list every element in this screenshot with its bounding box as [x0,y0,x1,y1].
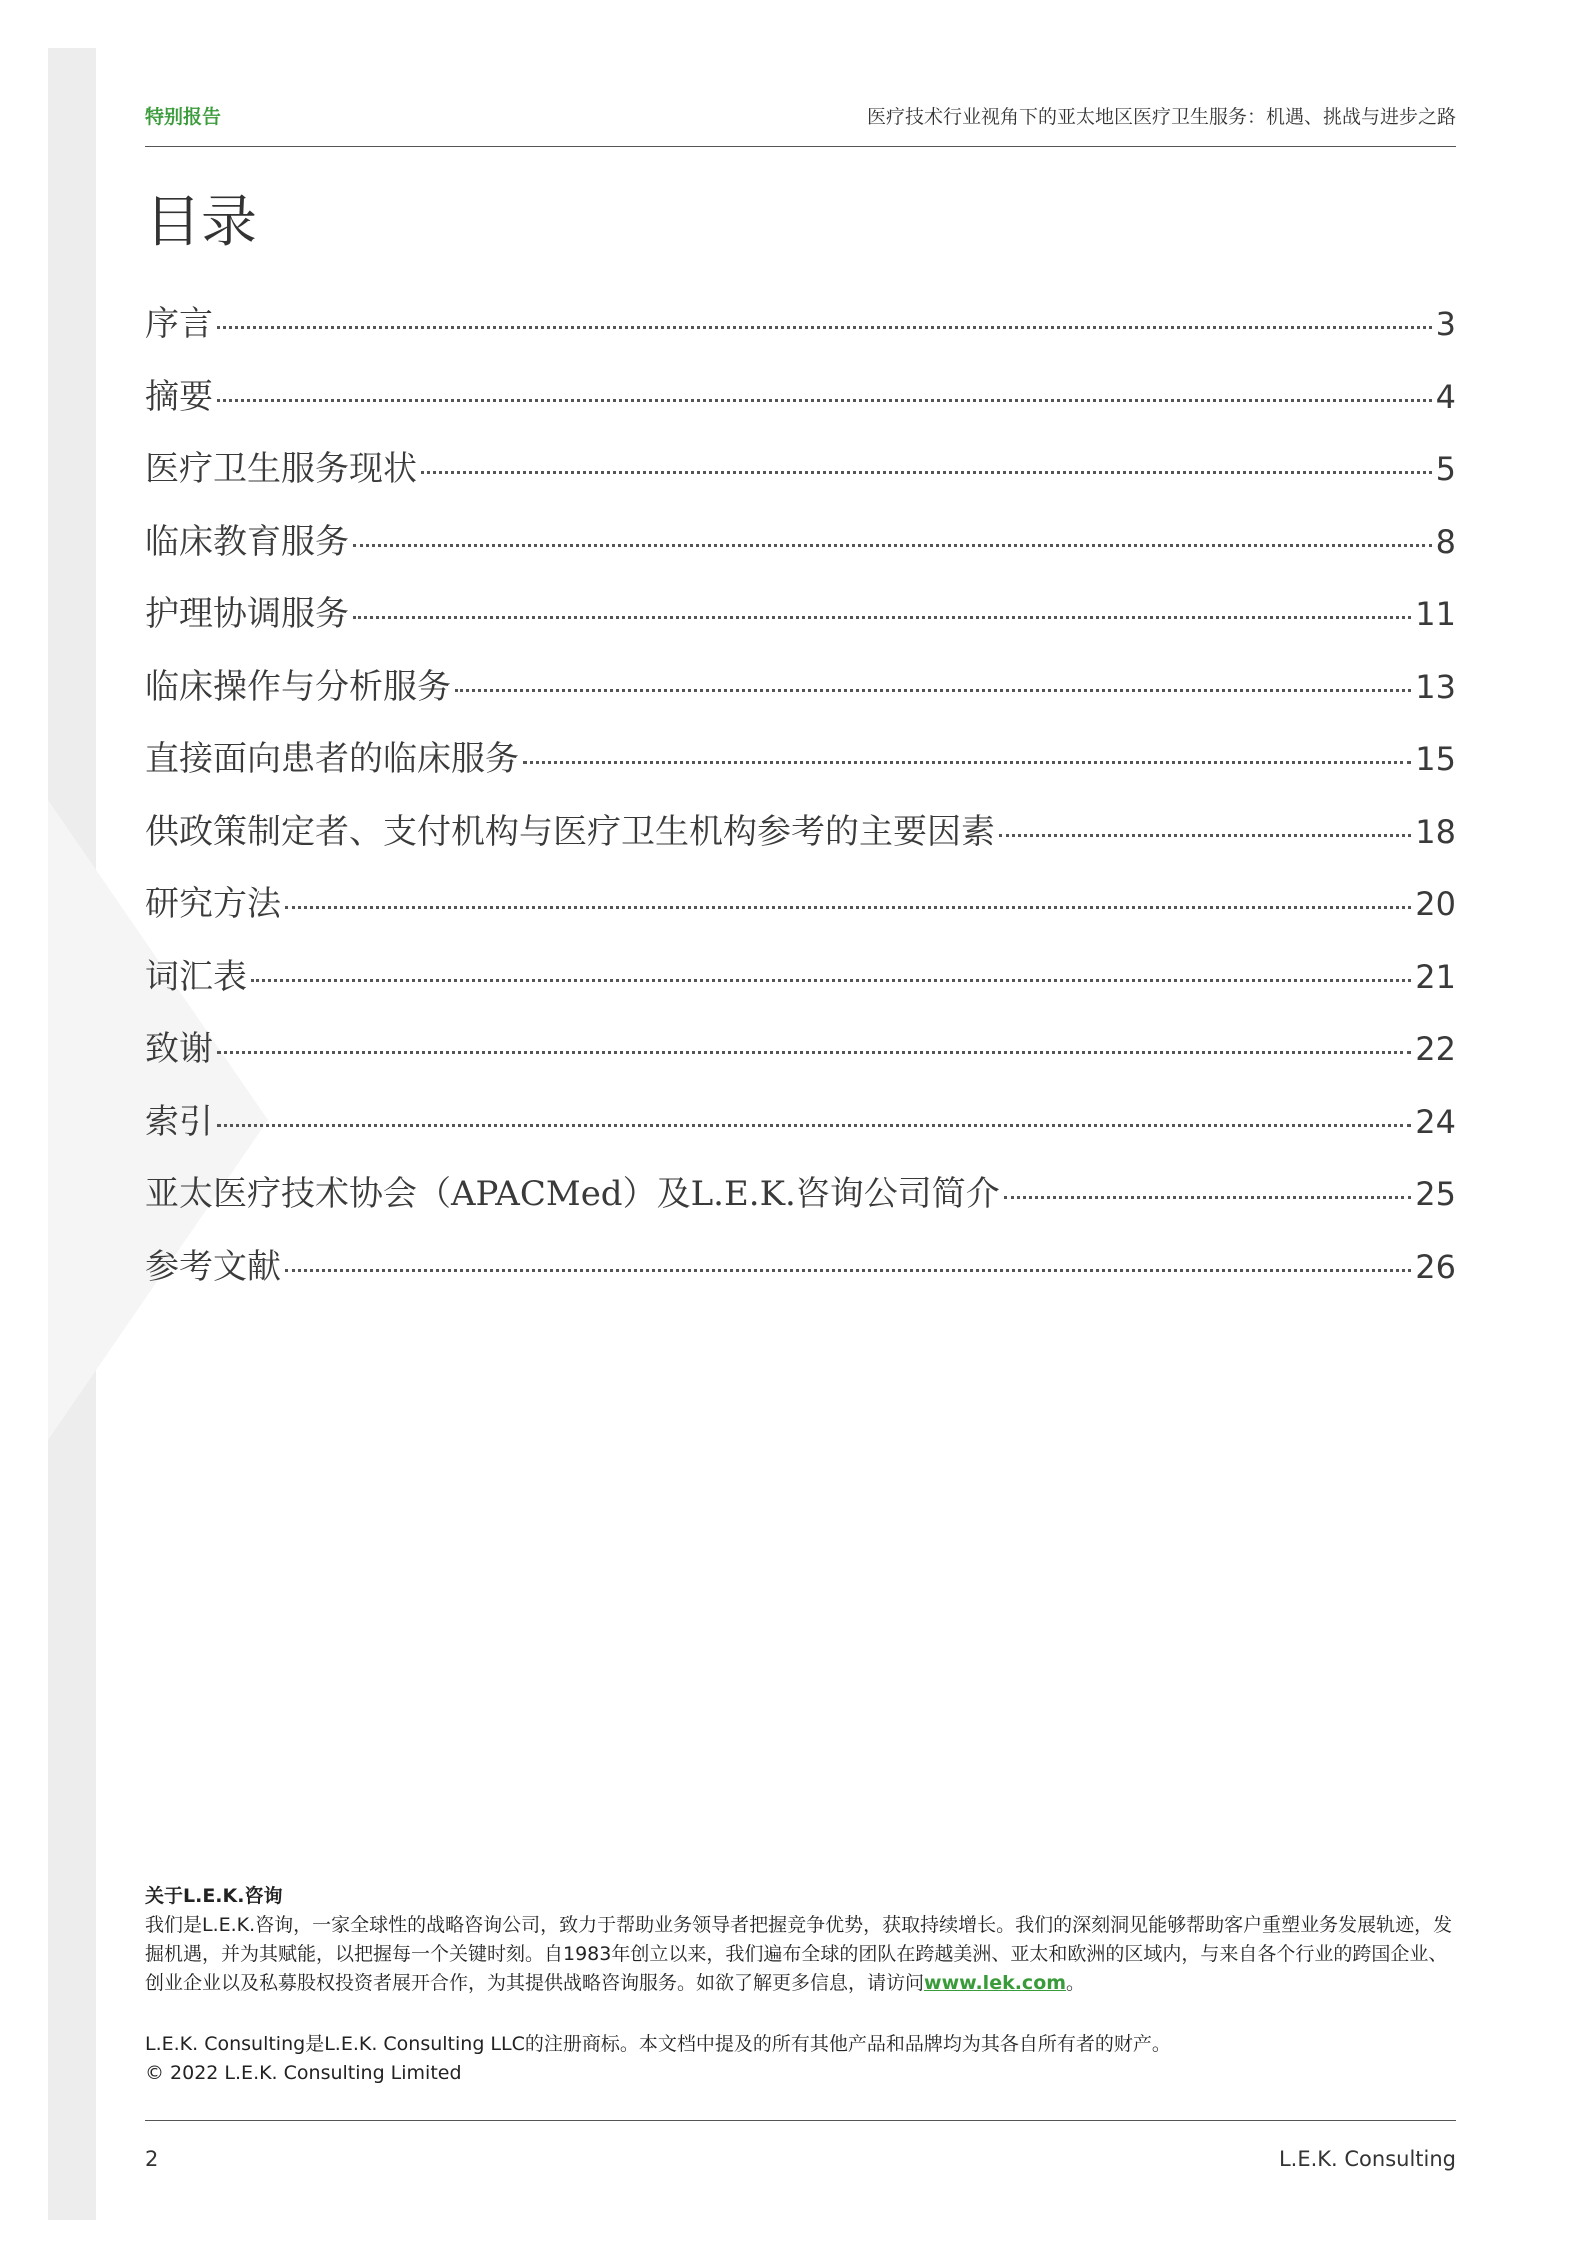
page-number: 2 [145,2147,159,2171]
toc-entry-page: 4 [1435,377,1456,416]
about-text: 我们是L.E.K.咨询，一家全球性的战略咨询公司，致力于帮助业务领导者把握竞争优势，获取持续增长。我们的深刻洞见能够帮助客户重塑业务发展轨迹，发掘机遇，并为其赋能，以把握每一个关键时刻。自1983年创立以来，我们遍布全球的团队在跨越美洲、亚太和欧洲的区域内，与来自各个行业的跨国企业、创业企业以及私募股权投资者展开合作，为其提供战略咨询服务。如欲了解更多信息，请访问 [145,1914,1453,1994]
toc-entry-label: 摘要 [145,376,213,417]
toc-entry-label: 词汇表 [145,956,247,997]
toc-entry-page: 15 [1415,740,1456,778]
table-of-contents [145,296,1456,1311]
toc-entry-label: 临床操作与分析服务 [145,666,451,707]
toc-entry[interactable] [145,804,1456,877]
report-title: 医疗技术行业视角下的亚太地区医疗卫生服务：机遇、挑战与进步之路 [866,106,1456,128]
toc-entry[interactable] [145,1094,1456,1167]
toc-entry[interactable] [145,296,1456,369]
dot-leader [217,326,1432,329]
toc-entry[interactable] [145,514,1456,587]
toc-entry-page: 20 [1415,885,1456,923]
page-header [145,96,1456,147]
toc-entry-label: 致谢 [145,1029,213,1069]
toc-entry-label: 亚太医疗技术协会（APACMed）及L.E.K.咨询公司简介 [145,1174,1000,1214]
toc-entry-label: 护理协调服务 [145,594,349,634]
toc-entry-page: 25 [1415,1175,1456,1213]
toc-entry-page: 21 [1415,957,1456,996]
about-section [145,1882,1456,1998]
dot-leader [285,906,1411,909]
about-title: 关于L.E.K.咨询 [145,1885,283,1907]
dot-leader [353,616,1411,619]
about-link-suffix: 。 [1066,1972,1086,1994]
toc-entry-page: 22 [1415,1030,1456,1068]
page-title: 目录 [145,190,257,255]
footer-company: L.E.K. Consulting [1278,2147,1456,2171]
dot-leader [999,834,1411,837]
toc-entry[interactable] [145,949,1456,1022]
toc-entry-page: 24 [1415,1102,1456,1141]
toc-entry-label: 临床教育服务 [145,521,349,562]
toc-entry[interactable] [145,586,1456,659]
dot-leader [353,544,1432,547]
trademark-notice: L.E.K. Consulting是L.E.K. Consulting LLC的注册商标。本文档中提及的所有其他产品和品牌均为其各自所有者的财产。 [145,2033,1171,2055]
toc-entry-label: 医疗卫生服务现状 [145,449,417,489]
toc-entry[interactable] [145,1166,1456,1239]
toc-entry[interactable] [145,1021,1456,1094]
toc-entry[interactable] [145,659,1456,732]
dot-leader [421,471,1432,474]
toc-entry-label: 索引 [145,1101,213,1142]
dot-leader [217,1051,1411,1054]
section-label: 特别报告 [145,106,222,128]
toc-entry-label: 直接面向患者的临床服务 [145,739,519,779]
dot-leader [455,689,1411,692]
toc-entry-page: 26 [1415,1247,1456,1286]
toc-entry-label: 序言 [145,304,213,344]
toc-entry[interactable] [145,369,1456,442]
dot-leader [217,399,1432,402]
toc-entry[interactable] [145,876,1456,949]
legal-notice [145,2030,1456,2088]
toc-entry-page: 13 [1415,667,1456,706]
toc-entry-page: 8 [1435,522,1456,561]
toc-entry-page: 18 [1415,812,1456,851]
dot-leader [523,761,1411,764]
toc-entry-label: 研究方法 [145,884,281,924]
dot-leader [251,979,1411,982]
toc-entry[interactable] [145,731,1456,804]
page-footer [145,2120,1456,2181]
toc-entry-label: 参考文献 [145,1246,281,1287]
toc-entry[interactable] [145,441,1456,514]
toc-entry-page: 3 [1435,305,1456,343]
dot-leader [1004,1196,1411,1199]
copyright-notice: © 2022 L.E.K. Consulting Limited [145,2062,462,2084]
toc-entry-page: 11 [1415,595,1456,633]
website-link[interactable]: www.lek.com [924,1972,1067,1994]
toc-entry-page: 5 [1435,450,1456,488]
dot-leader [285,1269,1411,1272]
about-body [145,1911,1456,1998]
toc-entry[interactable] [145,1239,1456,1312]
toc-entry-label: 供政策制定者、支付机构与医疗卫生机构参考的主要因素 [145,811,995,852]
dot-leader [217,1124,1411,1127]
